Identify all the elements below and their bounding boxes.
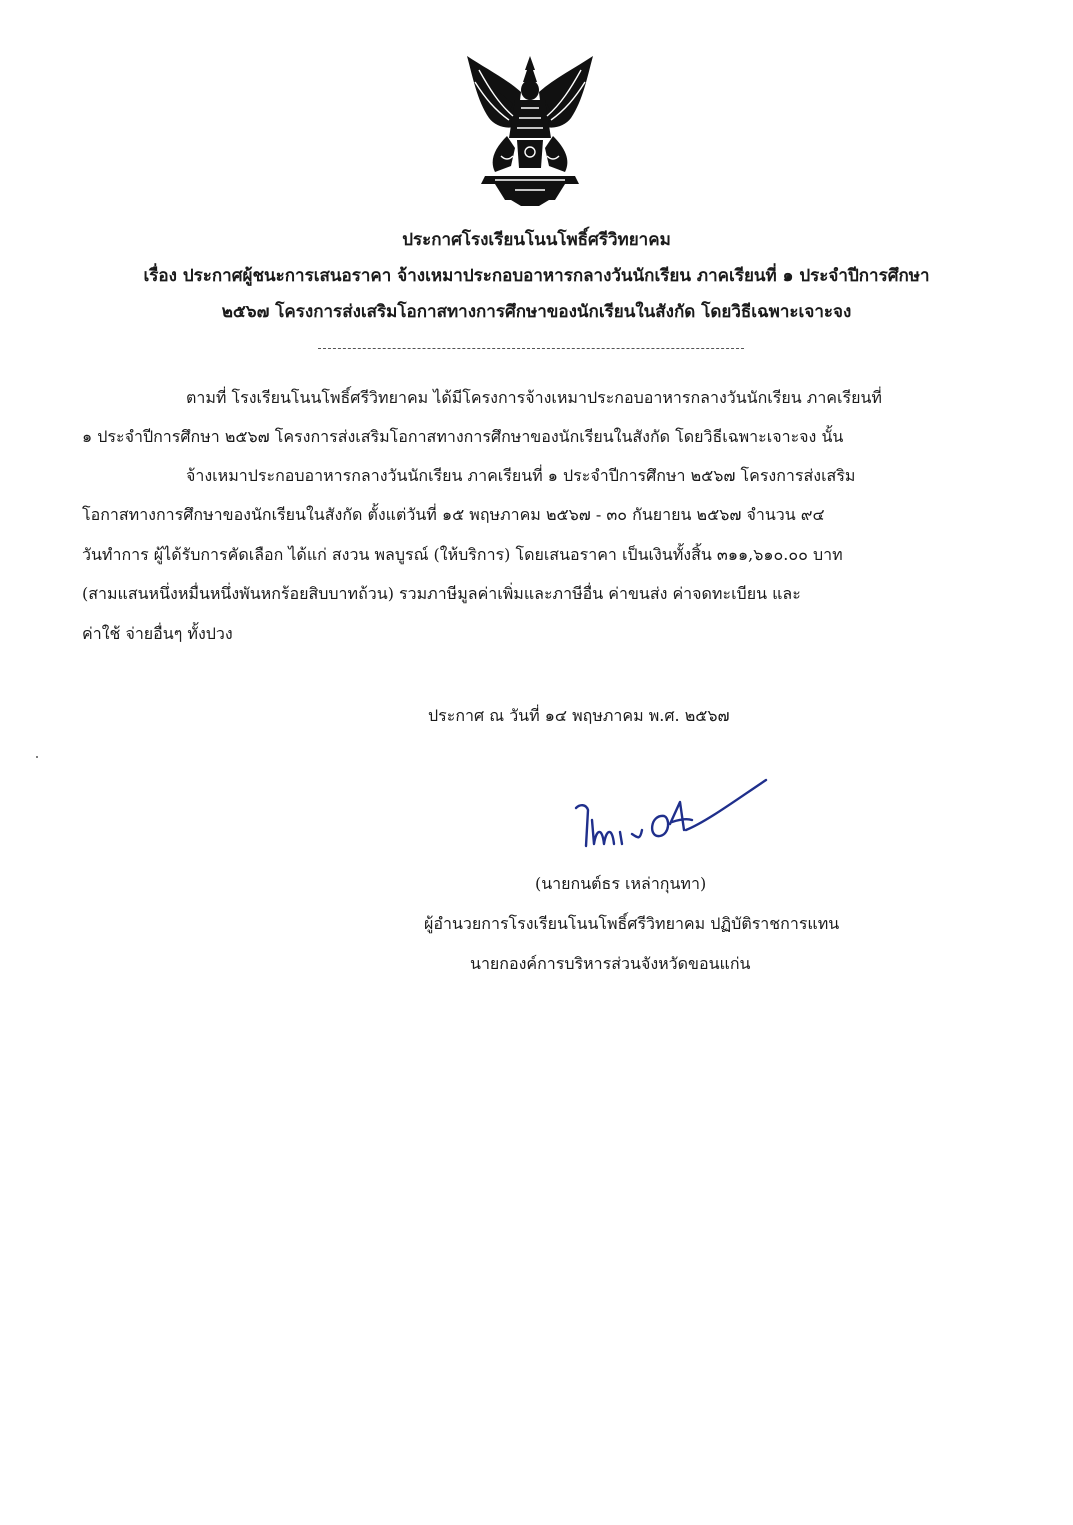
garuda-emblem-icon <box>455 48 605 208</box>
organization-title: ประกาศโรงเรียนโนนโพธิ์ศรีวิทยาคม <box>402 230 671 250</box>
signatory-position-2: นายกองค์การบริหารส่วนจังหวัดขอนแก่น <box>470 954 751 973</box>
divider-line <box>318 348 744 349</box>
body-line-6: (สามแสนหนึ่งหมื่นหนึ่งพันหกร้อยสิบบาทถ้วน) รวมภาษีมูลค่าเพิ่มและภาษีอื่น ค่าขนส่ง ค่าจดทะเบียน และ <box>82 584 801 603</box>
signature-icon <box>566 760 776 860</box>
subject-line-1: เรื่อง ประกาศผู้ชนะการเสนอราคา จ้างเหมาประกอบอาหารกลางวันนักเรียน ภาคเรียนที่ ๑ ประจำปีการศึกษา <box>143 266 930 286</box>
body-line-1: ตามที่ โรงเรียนโนนโพธิ์ศรีวิทยาคม ได้มีโครงการจ้างเหมาประกอบอาหารกลางวันนักเรียน ภาคเรียนที่ <box>186 388 882 407</box>
body-line-2: ๑ ประจำปีการศึกษา ๒๕๖๗ โครงการส่งเสริมโอกาสทางการศึกษาของนักเรียนในสังกัด โดยวิธีเฉพาะเจาะจง นั้น <box>82 427 844 446</box>
subject-line-2: ๒๕๖๗ โครงการส่งเสริมโอกาสทางการศึกษาของนักเรียนในสังกัด โดยวิธีเฉพาะเจาะจง <box>221 302 852 322</box>
body-line-7: ค่าใช้ จ่ายอื่นๆ ทั้งปวง <box>82 624 233 643</box>
scan-speck <box>36 756 38 758</box>
body-line-5: วันทำการ ผู้ได้รับการคัดเลือก ได้แก่ สงวน พลบูรณ์ (ให้บริการ) โดยเสนอราคา เป็นเงินทั้งสิ้น ๓๑๑,๖๑๐.๐๐ บาท <box>82 545 843 564</box>
announce-date: ประกาศ ณ วันที่ ๑๔ พฤษภาคม พ.ศ. ๒๕๖๗ <box>428 706 730 725</box>
signatory-position-1: ผู้อำนวยการโรงเรียนโนนโพธิ์ศรีวิทยาคม ปฏิบัติราชการแทน <box>424 914 840 933</box>
signatory-name: (นายกนต์ธร เหล่ากุนทา) <box>535 874 707 893</box>
body-line-4: โอกาสทางการศึกษาของนักเรียนในสังกัด ตั้งแต่วันที่ ๑๕ พฤษภาคม ๒๕๖๗ - ๓๐ กันยายน ๒๕๖๗ จำนวน ๙๔ <box>82 505 825 524</box>
body-line-3: จ้างเหมาประกอบอาหารกลางวันนักเรียน ภาคเรียนที่ ๑ ประจำปีการศึกษา ๒๕๖๗ โครงการส่งเสริม <box>186 466 856 485</box>
